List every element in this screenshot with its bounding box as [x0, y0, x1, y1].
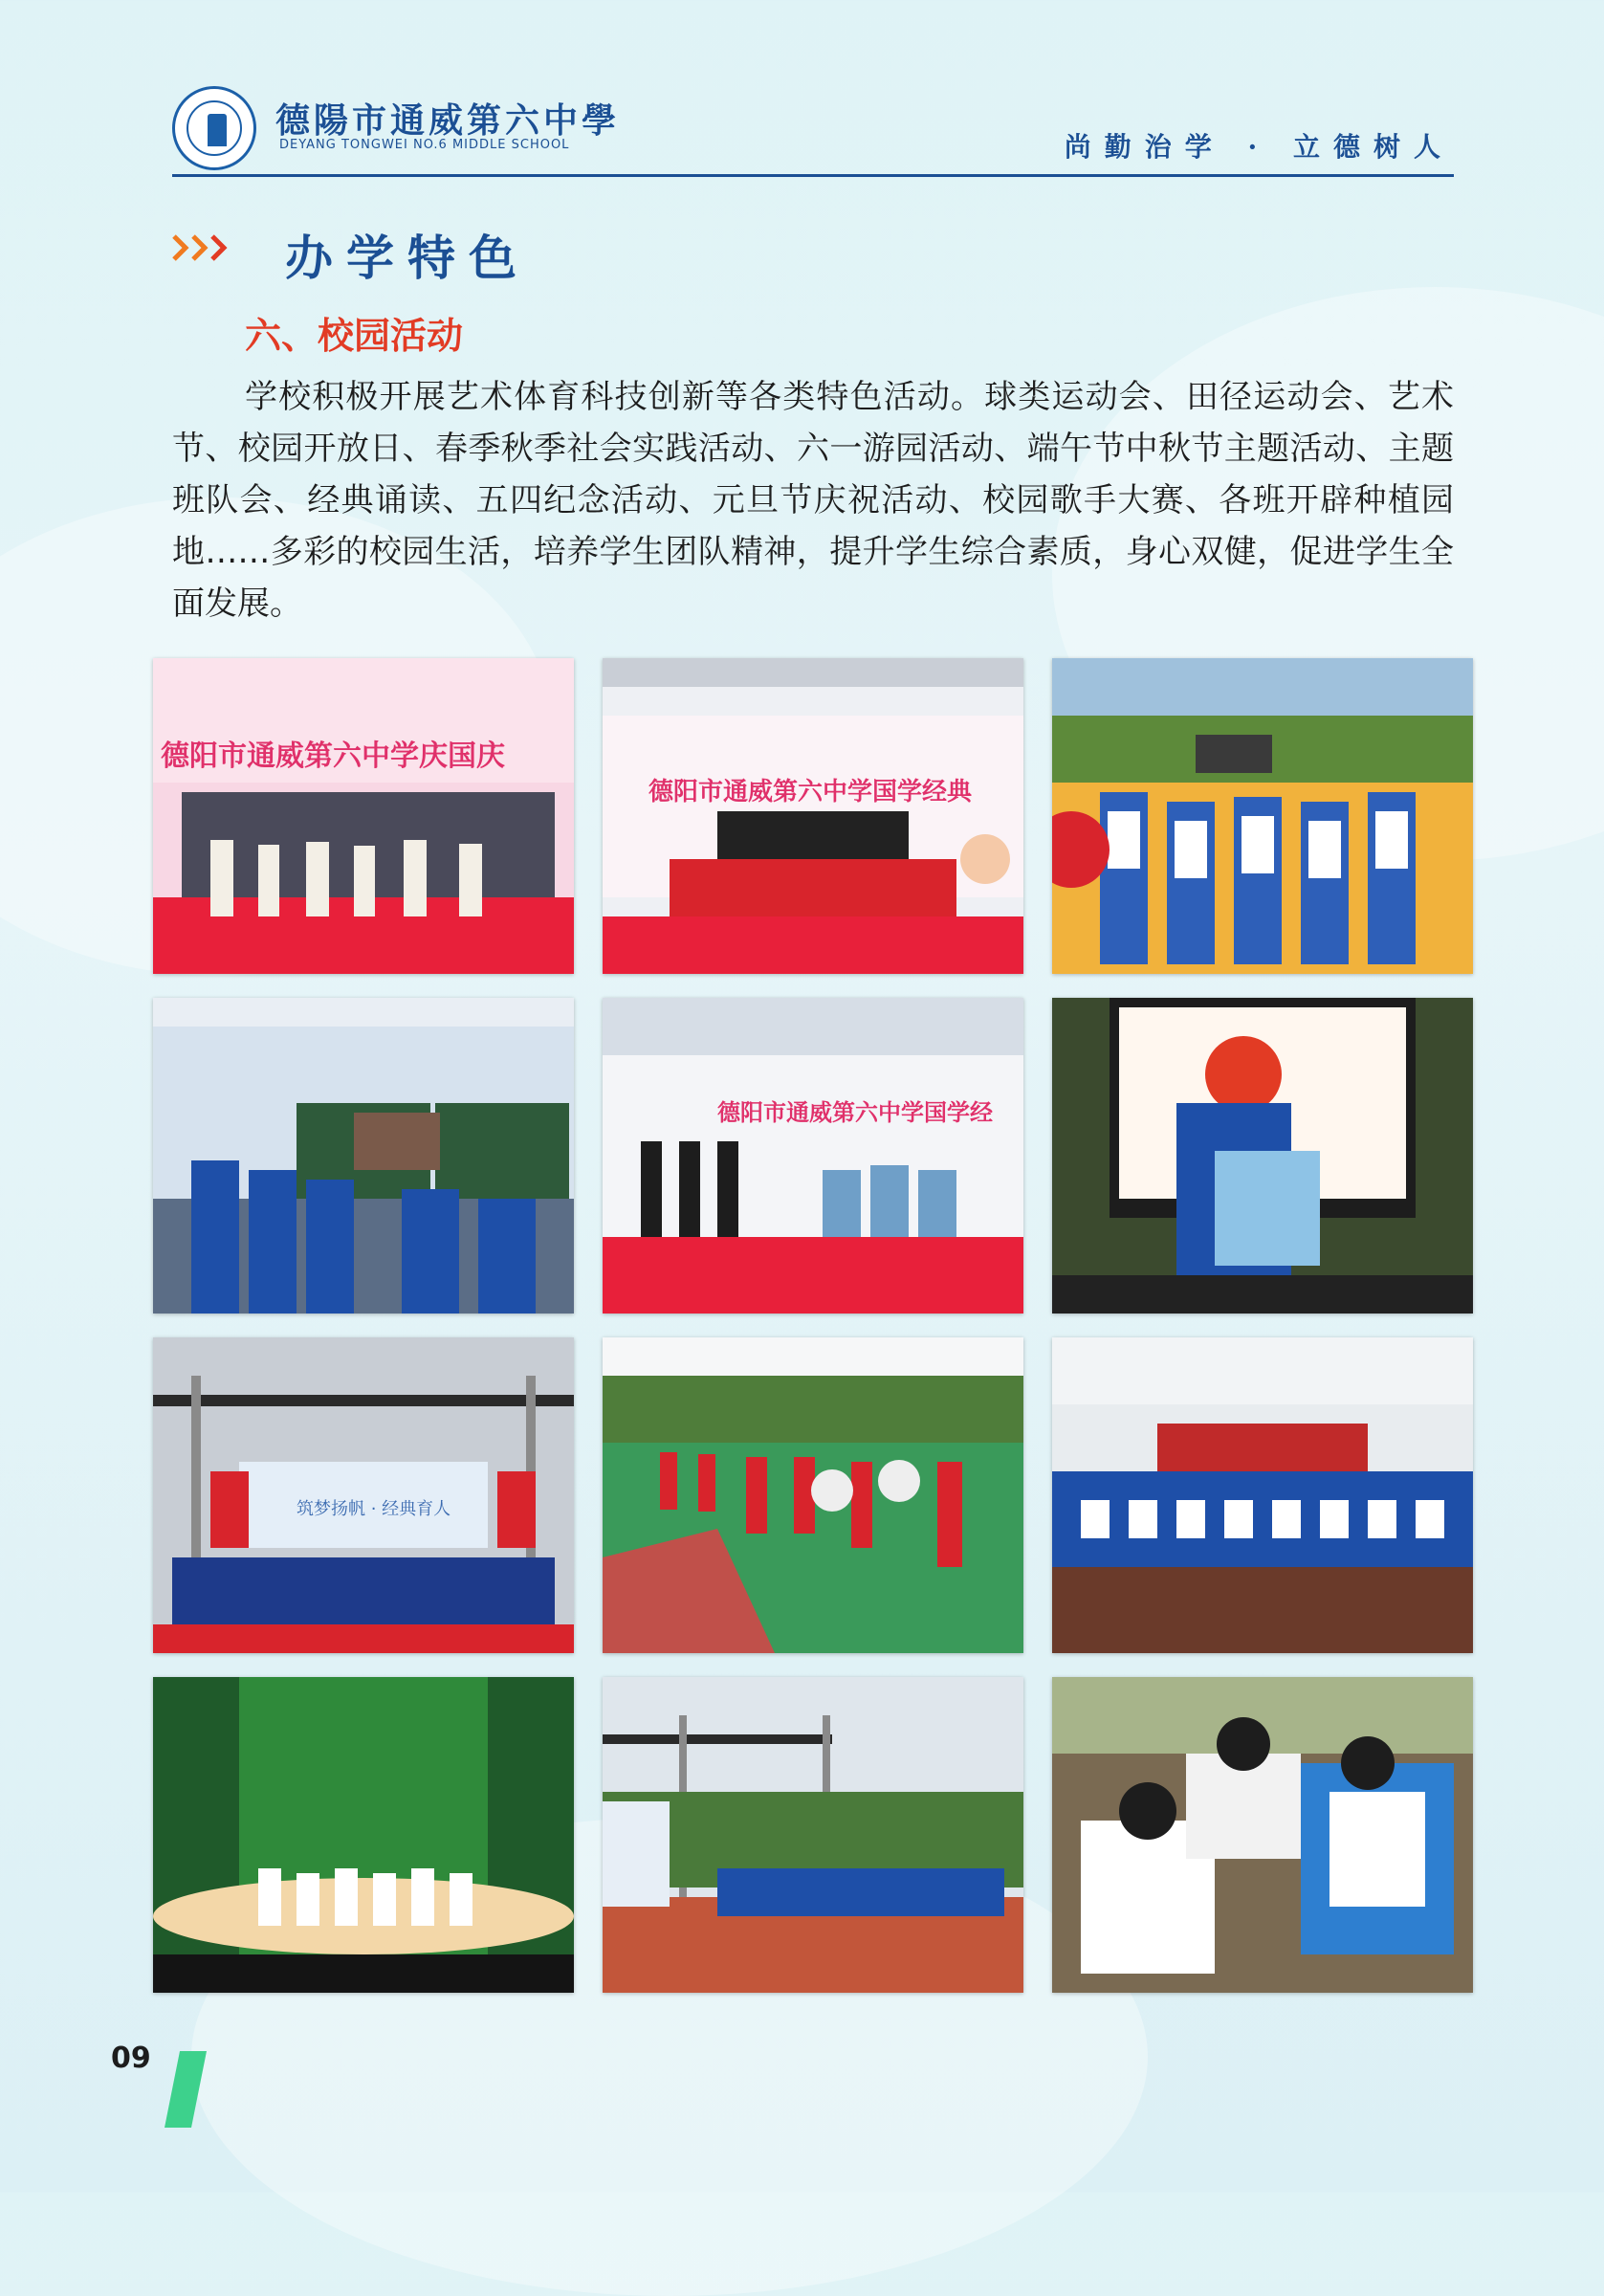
photo-planting-garden: [1052, 1677, 1473, 1993]
body-paragraph: [172, 371, 1454, 629]
photo-classics-performance: [603, 658, 1023, 974]
page-number: 09: [111, 2042, 151, 2075]
photo-national-day-performance: [153, 658, 574, 974]
header-divider: [172, 174, 1454, 177]
photo-marching-band: [603, 1337, 1023, 1653]
section-subtitle: 六、校园活动: [245, 315, 464, 357]
photo-classroom-meeting: [1052, 1337, 1473, 1653]
photo-banner-text: 德阳市通威第六中学国学经: [717, 1099, 993, 1126]
paragraph-text: 学校积极开展艺术体育科技创新等各类特色活动。球类运动会、田径运动会、艺术节、校园开放日、春季秋季社会实践活动、六一游园活动、端午节中秋节主题活动、主题班队会、经典诵读、五四纪念活动、元旦节庆祝活动、校园歌手大赛、各班开辟种植园地……多彩的校园生活，培养学生团队精神，提升学生综合素质，身心双健，促进学生全面发展。: [172, 378, 1454, 623]
school-name-en: DEYANG TONGWEI NO.6 MIDDLE SCHOOL: [279, 138, 570, 152]
photo-banner-text: 德阳市通威第六中学国学经典: [648, 778, 973, 806]
photo-classroom-presentation: [1052, 998, 1473, 1314]
page-header: [172, 86, 1454, 177]
photo-banner-text: 筑梦扬帆 · 经典育人: [297, 1499, 451, 1519]
photo-banner-text: 德阳市通威第六中学庆国庆: [161, 740, 505, 773]
school-logo: [172, 86, 256, 170]
school-motto: 尚勤治学 · 立德树人: [1064, 131, 1454, 163]
photo-classroom: [153, 998, 574, 1314]
photo-outdoor-group: [1052, 658, 1473, 974]
photo-grid: [153, 658, 1473, 1993]
page-number-accent: [165, 2051, 207, 2128]
school-name-cn: 德陽市通威第六中學: [275, 100, 621, 141]
photo-stage-event: [153, 1337, 574, 1653]
photo-dance-performance: [153, 1677, 574, 1993]
chevron-arrows-icon: [172, 233, 249, 262]
section-title: 办学特色: [285, 230, 530, 286]
photo-classics-competition: [603, 998, 1023, 1314]
photo-sports-parade: [603, 1677, 1023, 1993]
